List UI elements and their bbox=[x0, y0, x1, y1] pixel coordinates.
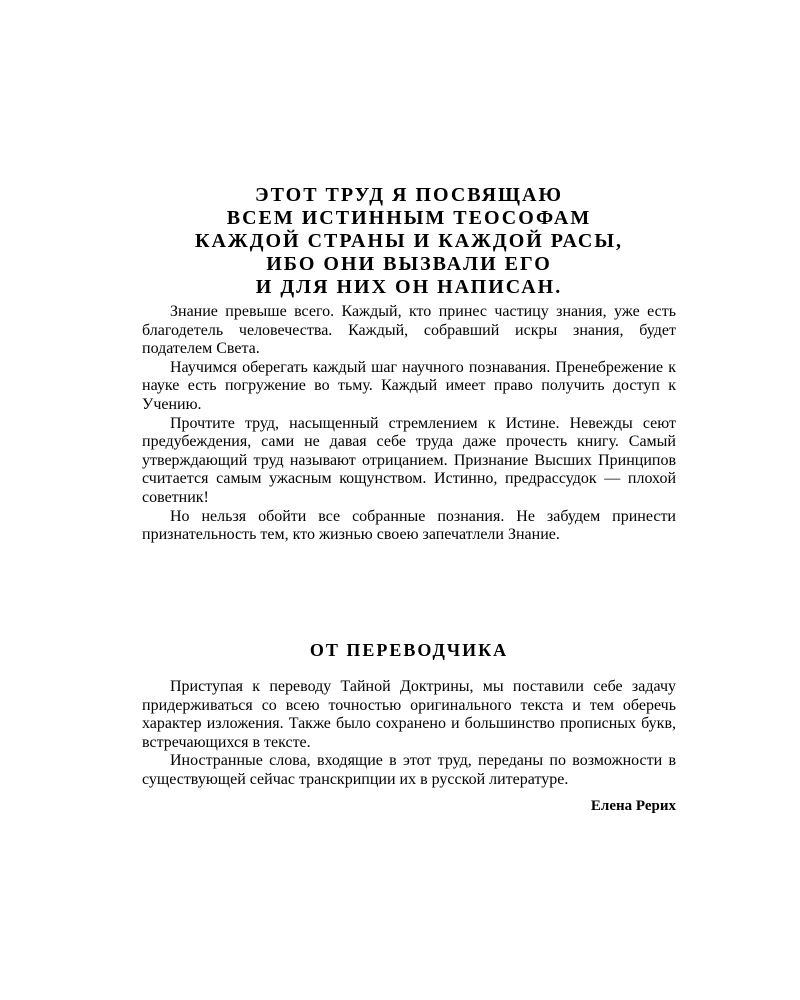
intro-paragraph: Научимся оберегать каждый шаг научного познавания. Пренебрежение к науке есть погружение во тьму. Каждый имеет право получить доступ к Учению. bbox=[142, 358, 676, 413]
intro-text bbox=[142, 303, 676, 545]
intro-paragraph: Знание превыше всего. Каждый, кто принес частицу знания, уже есть благодетель человечества. Каждый, собравший искры знания, будет подателем Света. bbox=[142, 303, 676, 358]
dedication-line: КАЖДОЙ СТРАНЫ И КАЖДОЙ РАСЫ, bbox=[194, 230, 623, 252]
intro-paragraph: Прочтите труд, насыщенный стремлением к Истине. Невежды сеют предубеждения, сами не давая себе труда даже прочесть книгу. Самый утверждающий труд называют отрицанием. Признание Высших Принципов считается самым ужасным кощунством. Истинно, предрассудок — плохой советник! bbox=[142, 414, 676, 506]
dedication-line: ЭТОТ ТРУД Я ПОСВЯЩАЮ bbox=[255, 184, 563, 206]
translator-paragraph: Иностранные слова, входящие в этот труд, переданы по возможности в существующей сейчас транскрипции их в русской литературе. bbox=[142, 752, 676, 788]
dedication-line: И ДЛЯ НИХ ОН НАПИСАН. bbox=[255, 276, 563, 298]
dedication-line: ИБО ОНИ ВЫЗВАЛИ ЕГО bbox=[266, 253, 552, 275]
translator-text bbox=[142, 678, 676, 790]
dedication-line: ВСЕМ ИСТИННЫМ ТЕОСОФАМ bbox=[226, 207, 592, 229]
section-heading: ОТ ПЕРЕВОДЧИКА bbox=[309, 640, 509, 660]
translator-paragraph: Приступая к переводу Тайной Доктрины, мы поставили себе задачу придерживаться со всею точностью оригинального текста и тем оберечь характер изложения. Также было сохранено и большинство прописных букв, встречающихся в тексте. bbox=[142, 678, 676, 751]
intro-paragraph: Но нельзя обойти все собранные познания. Не забудем принести признательность тем, кто жизнью своею запечатлели Знание. bbox=[142, 507, 676, 544]
signature: Елена Рерих bbox=[590, 798, 676, 814]
dedication bbox=[142, 184, 676, 299]
